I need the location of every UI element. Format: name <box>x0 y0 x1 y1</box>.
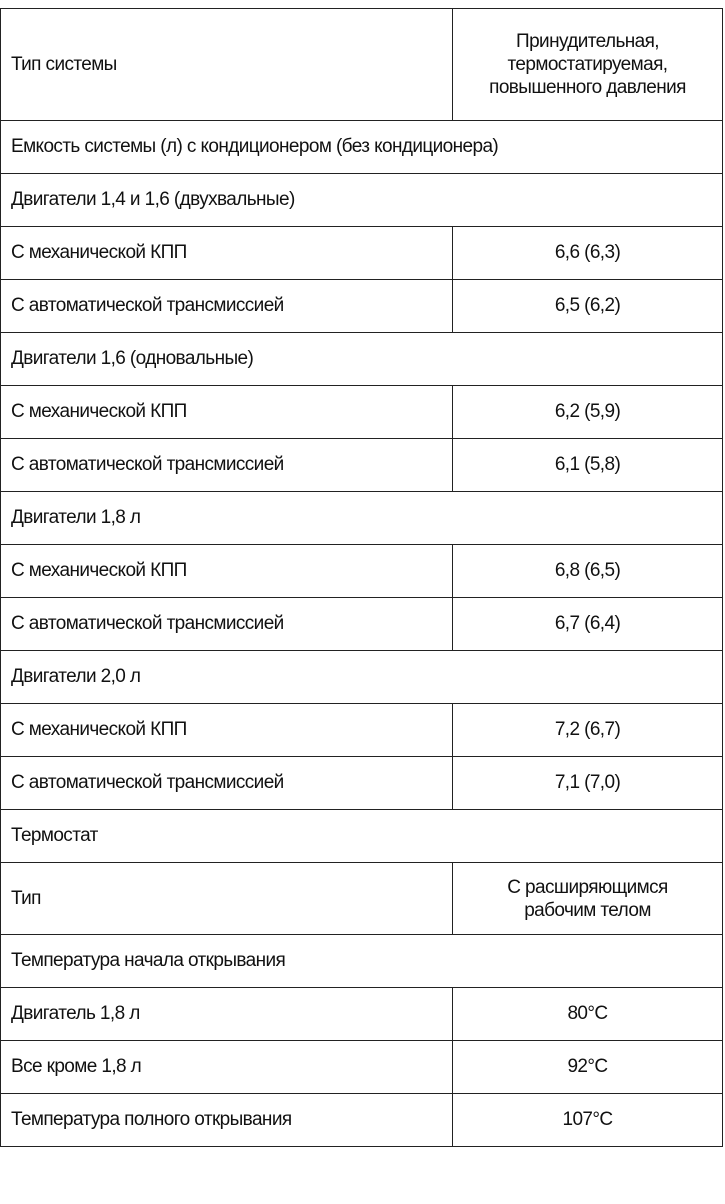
system-type-label: Тип системы <box>1 9 453 121</box>
engine-group-heading: Двигатели 1,8 л <box>1 492 723 545</box>
cooling-system-spec-table <box>0 8 723 1147</box>
transmission-label: С механической КПП <box>1 227 453 280</box>
system-type-value-line: повышенного давления <box>489 77 686 98</box>
transmission-label: С автоматической трансмиссией <box>1 280 453 333</box>
table-row <box>1 1041 723 1094</box>
engine-label: Все кроме 1,8 л <box>1 1041 453 1094</box>
table-row-section <box>1 121 723 174</box>
system-type-value-line: Принудительная, <box>516 31 659 52</box>
engine-label: Двигатель 1,8 л <box>1 988 453 1041</box>
table-row <box>1 545 723 598</box>
table-row-section <box>1 935 723 988</box>
system-type-value <box>453 9 723 121</box>
transmission-label: С механической КПП <box>1 545 453 598</box>
table-row <box>1 439 723 492</box>
engine-group-heading: Двигатели 1,6 (одновальные) <box>1 333 723 386</box>
system-type-value-line: термостатируемая, <box>507 54 668 75</box>
capacity-value: 6,7 (6,4) <box>453 598 723 651</box>
capacity-value: 6,5 (6,2) <box>453 280 723 333</box>
capacity-section-heading: Емкость системы (л) с кондиционером (без кондиционера) <box>1 121 723 174</box>
temperature-value: 80°C <box>453 988 723 1041</box>
engine-group-heading: Двигатели 1,4 и 1,6 (двухвальные) <box>1 174 723 227</box>
temperature-value: 92°C <box>453 1041 723 1094</box>
table-row <box>1 227 723 280</box>
table-row-section <box>1 492 723 545</box>
table-row <box>1 704 723 757</box>
capacity-value: 6,8 (6,5) <box>453 545 723 598</box>
table-row-section <box>1 174 723 227</box>
full-open-value: 107°C <box>453 1094 723 1147</box>
thermostat-section-heading: Термостат <box>1 810 723 863</box>
thermostat-type-label: Тип <box>1 863 453 935</box>
transmission-label: С автоматической трансмиссией <box>1 598 453 651</box>
thermostat-type-value-line: рабочим телом <box>524 899 651 921</box>
capacity-value: 7,1 (7,0) <box>453 757 723 810</box>
table-row <box>1 1094 723 1147</box>
table-row-system-type <box>1 9 723 121</box>
transmission-label: С механической КПП <box>1 704 453 757</box>
table-row <box>1 863 723 935</box>
thermostat-type-value-line: С расширяющимся <box>507 876 668 898</box>
capacity-value: 6,6 (6,3) <box>453 227 723 280</box>
transmission-label: С механической КПП <box>1 386 453 439</box>
table-row-section <box>1 810 723 863</box>
table-row <box>1 280 723 333</box>
table-row <box>1 757 723 810</box>
full-open-label: Температура полного открывания <box>1 1094 453 1147</box>
capacity-value: 6,2 (5,9) <box>453 386 723 439</box>
transmission-label: С автоматической трансмиссией <box>1 439 453 492</box>
table-row-section <box>1 333 723 386</box>
thermostat-type-value <box>453 863 723 935</box>
capacity-value: 6,1 (5,8) <box>453 439 723 492</box>
table-row <box>1 386 723 439</box>
transmission-label: С автоматической трансмиссией <box>1 757 453 810</box>
table-row-section <box>1 651 723 704</box>
table-row <box>1 988 723 1041</box>
open-start-section-heading: Температура начала открывания <box>1 935 723 988</box>
capacity-value: 7,2 (6,7) <box>453 704 723 757</box>
table-row <box>1 598 723 651</box>
engine-group-heading: Двигатели 2,0 л <box>1 651 723 704</box>
